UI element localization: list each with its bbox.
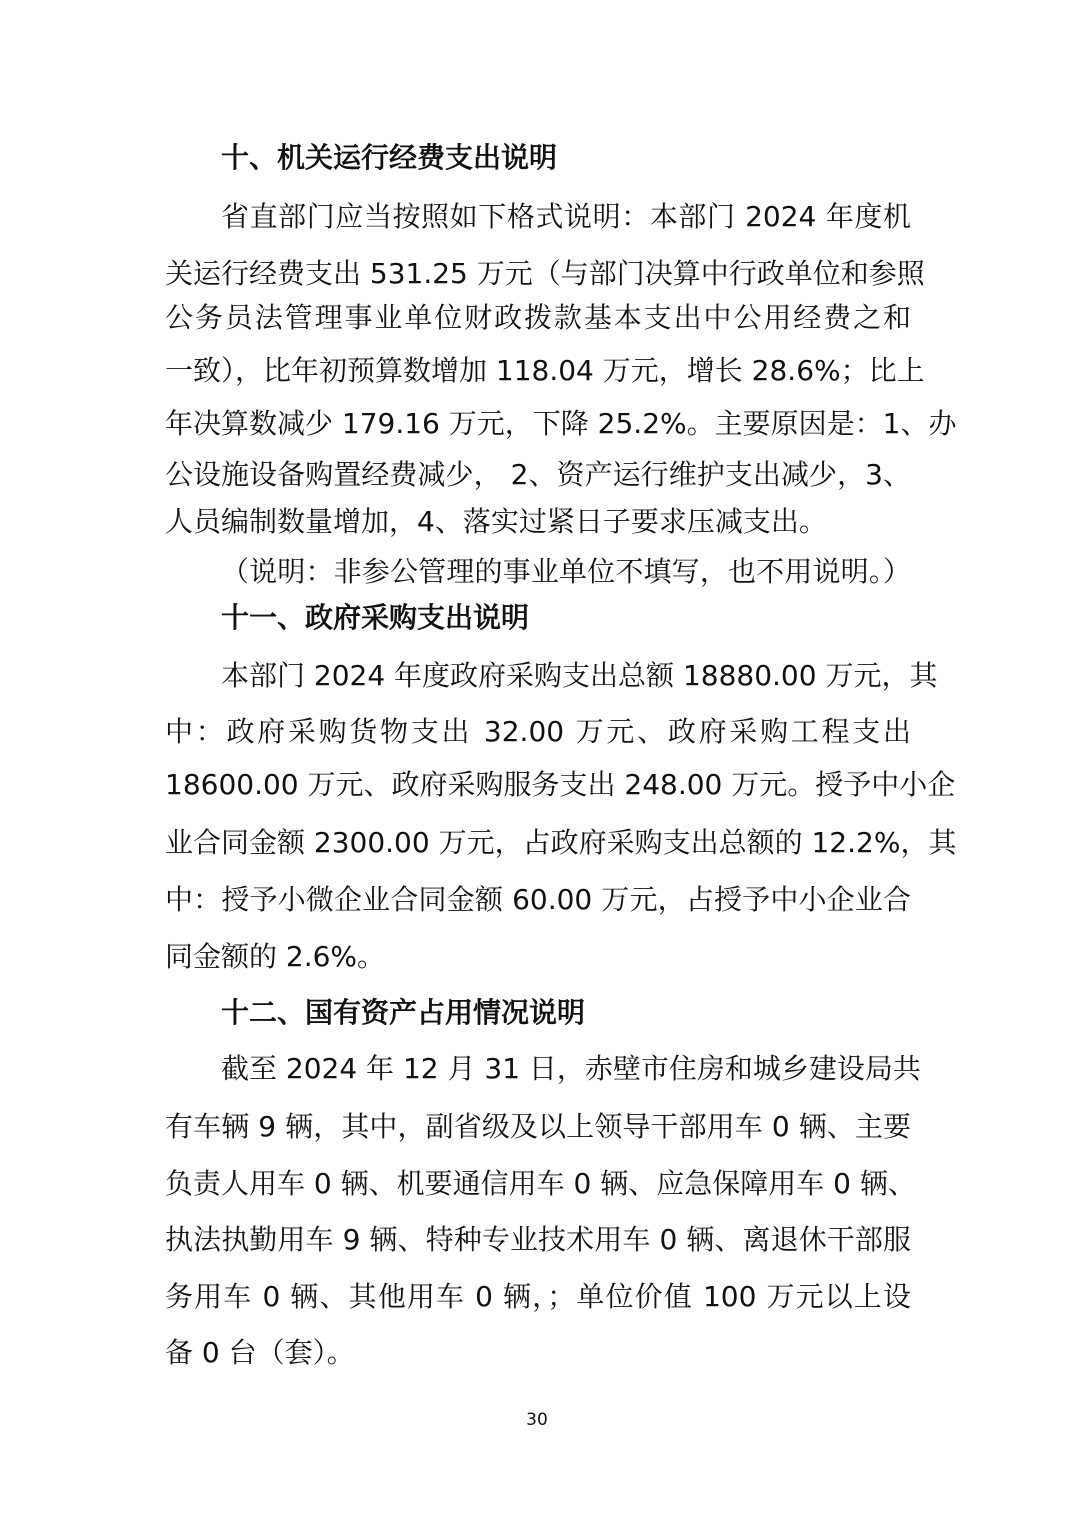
paragraph-line: 公务员法管理事业单位财政拨款基本支出中公用经费之和 <box>165 301 911 334</box>
page-number: 30 <box>526 1410 548 1430</box>
paragraph-line: 省直部门应当按照如下格式说明：本部门 2024 年度机 <box>221 200 911 233</box>
paragraph-line: 一致），比年初预算数增加 118.04 万元，增长 28.6%；比上 <box>165 354 925 387</box>
paragraph-line: 本部门 2024 年度政府采购支出总额 18880.00 万元，其 <box>221 659 938 692</box>
paragraph-line: 人员编制数量增加，4、落实过紧日子要求压减支出。 <box>165 505 827 538</box>
paragraph-line: 中：政府采购货物支出 32.00 万元、政府采购工程支出 <box>165 715 911 748</box>
paragraph-line: 同金额的 2.6%。 <box>165 940 386 973</box>
paragraph-line: 关运行经费支出 531.25 万元（与部门决算中行政单位和参照 <box>165 257 925 290</box>
section-heading-10: 十、机关运行经费支出说明 <box>221 141 558 174</box>
paragraph-line: 有车辆 9 辆，其中，副省级及以上领导干部用车 0 辆、主要 <box>165 1110 911 1143</box>
paragraph-line: 18600.00 万元、政府采购服务支出 248.00 万元。授予中小企 <box>165 768 956 801</box>
section-heading-12: 十二、国有资产占用情况说明 <box>221 996 586 1029</box>
paragraph-line: 务用车 0 辆、其他用车 0 辆，；单位价值 100 万元以上设 <box>165 1280 911 1313</box>
paragraph-line: 备 0 台（套）。 <box>165 1336 355 1369</box>
paragraph-line: 公设施设备购置经费减少， 2、资产运行维护支出减少，3、 <box>165 458 911 491</box>
paragraph-line: 中：授予小微企业合同金额 60.00 万元，占授予中小企业合 <box>165 883 911 916</box>
paragraph-line: 业合同金额 2300.00 万元，占政府采购支出总额的 12.2%，其 <box>165 826 957 859</box>
paragraph-line: 负责人用车 0 辆、机要通信用车 0 辆、应急保障用车 0 辆、 <box>165 1167 916 1200</box>
paragraph-line: 截至 2024 年 12 月 31 日，赤壁市住房和城乡建设局共 <box>221 1052 921 1085</box>
section-note: （说明：非参公管理的事业单位不填写，也不用说明。） <box>221 555 911 588</box>
paragraph-line: 年决算数减少 179.16 万元，下降 25.2%。主要原因是：1、办 <box>165 407 957 440</box>
paragraph-line: 执法执勤用车 9 辆、特种专业技术用车 0 辆、离退休干部服 <box>165 1223 911 1256</box>
section-heading-11: 十一、政府采购支出说明 <box>221 601 530 634</box>
